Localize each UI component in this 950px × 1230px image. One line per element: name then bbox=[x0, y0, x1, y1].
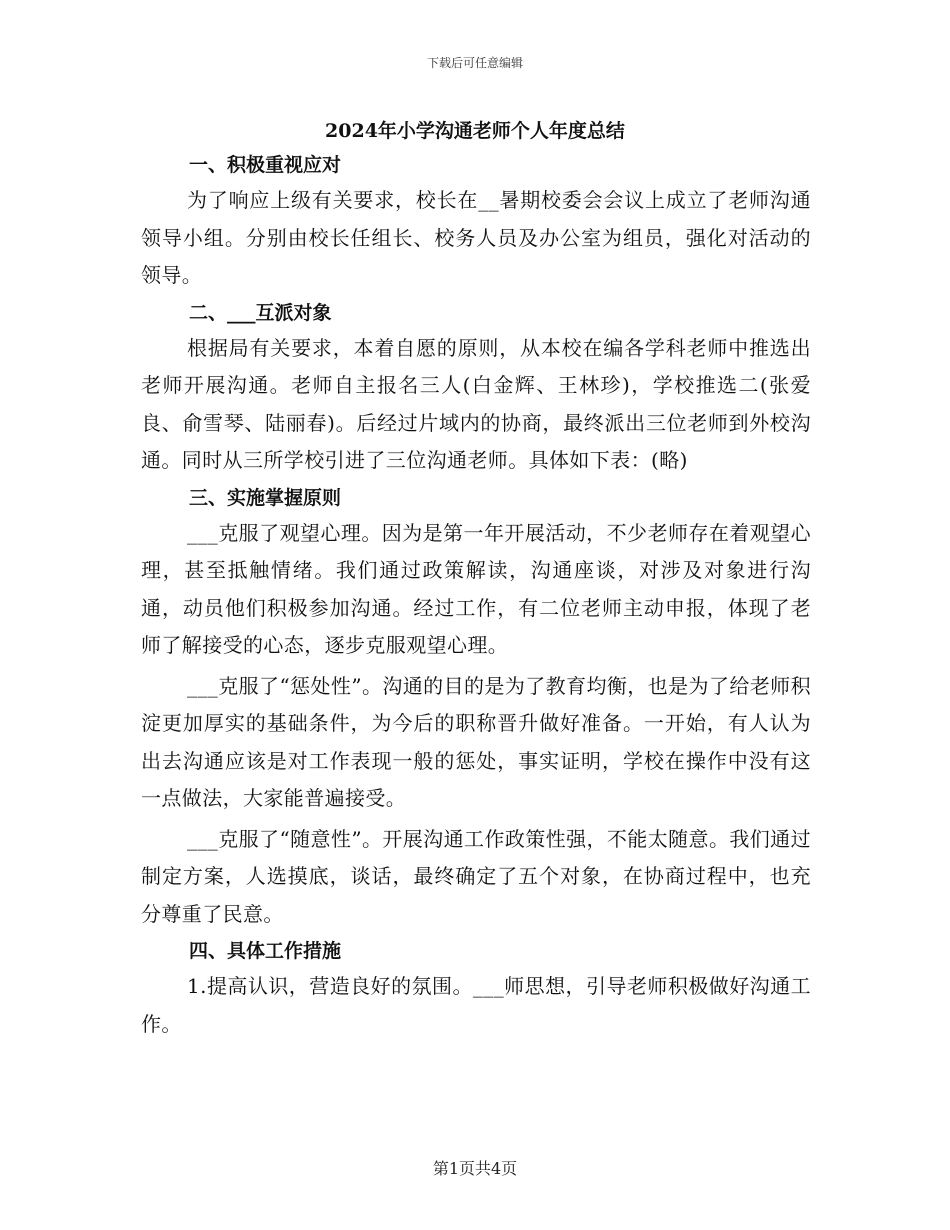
paragraph: 1.提高认识，营造良好的氛围。___师思想，引导老师积极做好沟通工作。 bbox=[141, 974, 811, 1036]
section-1 bbox=[141, 150, 811, 295]
document-title: 2024年小学沟通老师个人年度总结 bbox=[325, 120, 625, 142]
section-heading: 一、积极重视应对 bbox=[189, 154, 342, 176]
paragraph: ___克服了观望心理。因为是第一年开展活动，不少老师存在着观望心理，甚至抵触情绪。我们通过政策解读，沟通座谈，对涉及对象进行沟通，动员他们积极参加沟通。经过工作，有二位老师主动申报，体现了老师了解接受的心态，逐步克服观望心理。 bbox=[141, 520, 811, 657]
section-heading: 二、___互派对象 bbox=[189, 301, 332, 324]
page-header: 下载后可任意编辑 bbox=[426, 56, 523, 70]
section-heading: 四、具体工作措施 bbox=[189, 940, 342, 962]
document-body bbox=[141, 150, 811, 1046]
section-4 bbox=[141, 936, 811, 1043]
section-heading: 三、实施掌握原则 bbox=[189, 486, 342, 509]
section-3 bbox=[141, 483, 811, 934]
paragraph: ___克服了“随意性”。开展沟通工作政策性强，不能太随意。我们通过制定方案，人选摸底，谈话，最终确定了五个对象，在协商过程中，也充分尊重了民意。 bbox=[141, 826, 811, 926]
paragraph: ___克服了“惩处性”。沟通的目的是为了教育均衡，也是为了给老师积淀更加厚实的基础条件，为今后的职称晋升做好准备。一开始，有人认为出去沟通应该是对工作表现一般的惩处，事实证明，学校在操作中没有这一点做法，大家能普遍接受。 bbox=[141, 673, 811, 810]
paragraph: 为了响应上级有关要求，校长在__暑期校委会会议上成立了老师沟通领导小组。分别由校长任组长、校务人员及办公室为组员，强化对活动的领导。 bbox=[141, 188, 811, 287]
page-footer: 第1页共4页 bbox=[432, 1159, 518, 1178]
paragraph: 根据局有关要求，本着自愿的原则，从本校在编各学科老师中推选出老师开展沟通。老师自主报名三人(白金辉、王林珍)，学校推选二(张爱良、俞雪琴、陆丽春)。后经过片域内的协商，最终派出三位老师到外校沟通。同时从三所学校引进了三位沟通老师。具体如下表：(略) bbox=[141, 335, 811, 472]
section-2 bbox=[141, 298, 811, 480]
